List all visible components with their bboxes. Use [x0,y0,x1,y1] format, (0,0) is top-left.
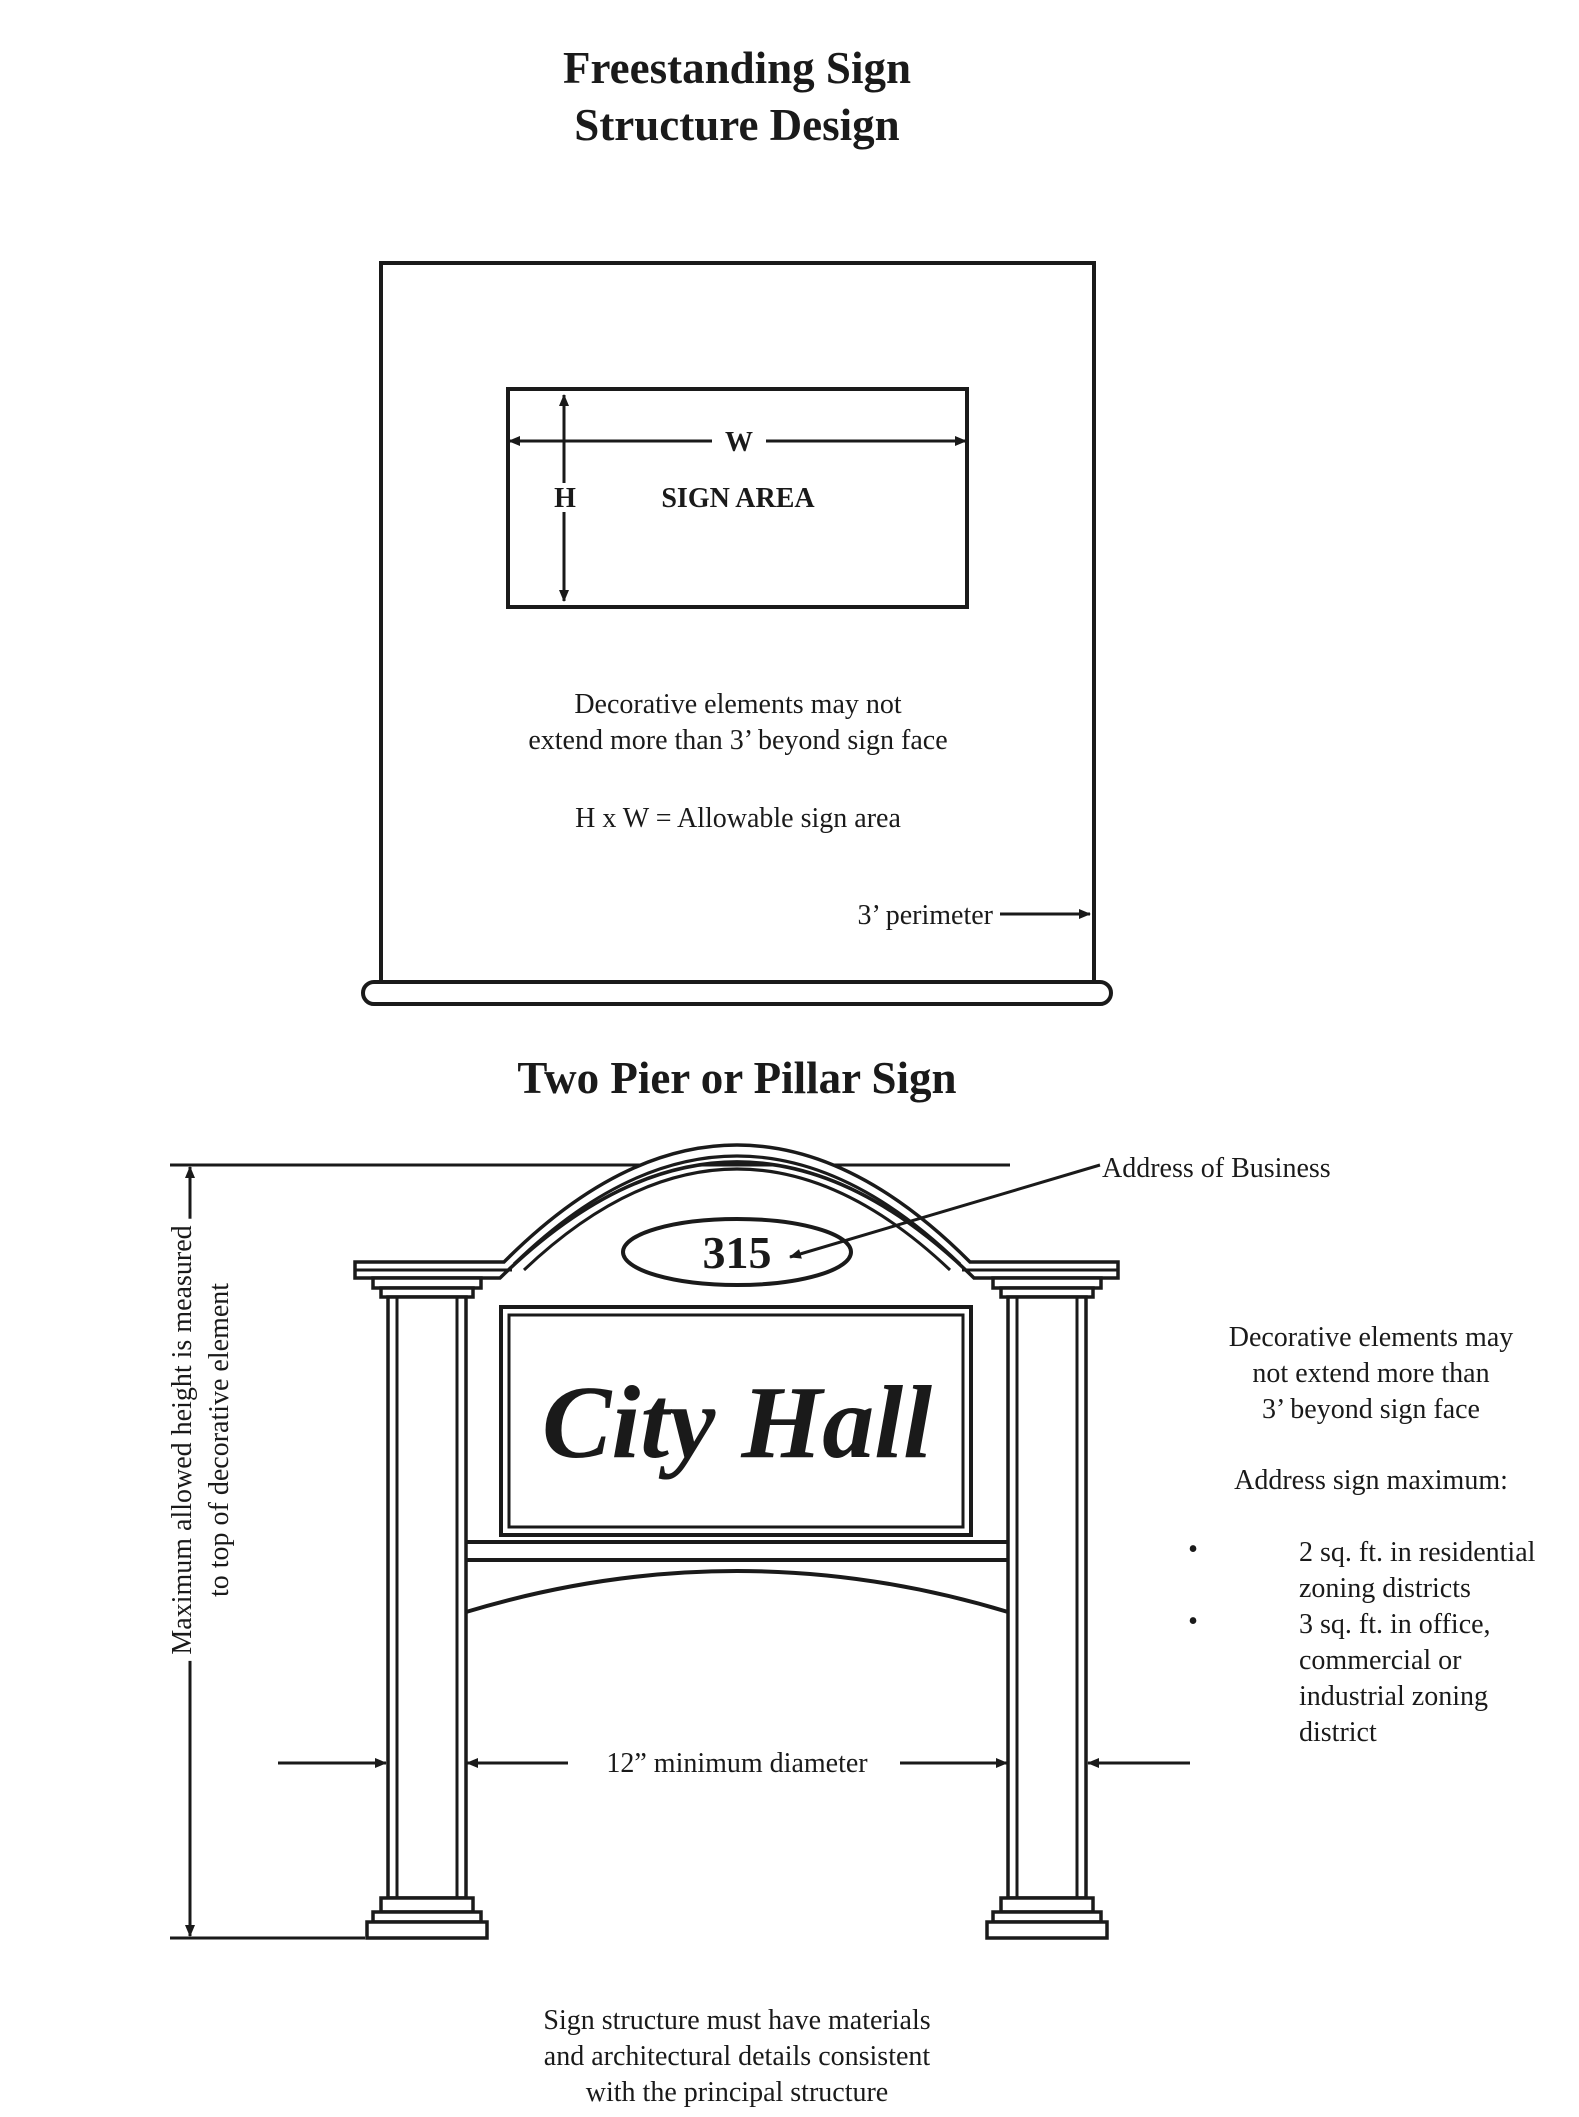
section1-note-line2: extend more than 3’ beyond sign face [528,725,948,756]
section2-title: Two Pier or Pillar Sign [517,1053,957,1103]
side-note-line1: Decorative elements may [1228,1322,1514,1353]
freestanding-sign-outline [381,263,1094,982]
sign-text: City Hall [542,1365,932,1480]
address-number: 315 [702,1227,772,1278]
bullet-2-line4: district [1299,1717,1377,1748]
bottom-note-line3: with the principal structure [585,2077,889,2108]
section1-title-line1: Freestanding Sign [563,43,911,93]
cross-beam [466,1542,1008,1612]
bullet-marker-2: • [1188,1606,1198,1637]
bullet-2-line1: 3 sq. ft. in office, [1299,1609,1491,1640]
bottom-note-line1: Sign structure must have materials [543,2005,931,2036]
diameter-label: 12” minimum diameter [606,1748,868,1779]
address-max-title: Address sign maximum: [1234,1465,1508,1496]
height-note-line1: Maximum allowed height is measured [167,1225,198,1655]
side-note-line3: 3’ beyond sign face [1262,1394,1480,1425]
bottom-note-line2: and architectural details consistent [543,2041,931,2072]
sign-area-formula: H x W = Allowable sign area [575,803,901,834]
sign-area-label: SIGN AREA [661,483,815,514]
bullet-marker-1: • [1188,1534,1198,1565]
bullet-2-line2: commercial or [1299,1645,1462,1676]
bullet-1-line2: zoning districts [1299,1573,1471,1604]
side-note-line2: not extend more than [1252,1358,1490,1389]
width-label: W [725,427,753,458]
bullet-1-line1: 2 sq. ft. in residential [1299,1537,1536,1568]
perimeter-label: 3’ perimeter [857,900,993,931]
sign-base-plate [363,982,1111,1004]
address-label: Address of Business [1102,1153,1331,1184]
left-pillar [367,1278,487,1938]
height-note-line2: to top of decorative element [204,1282,235,1598]
bullet-2-line3: industrial zoning [1299,1681,1488,1712]
height-label: H [554,483,576,514]
section1-title-line2: Structure Design [574,100,900,150]
right-pillar [987,1278,1107,1938]
section1-note-line1: Decorative elements may not [574,689,902,720]
